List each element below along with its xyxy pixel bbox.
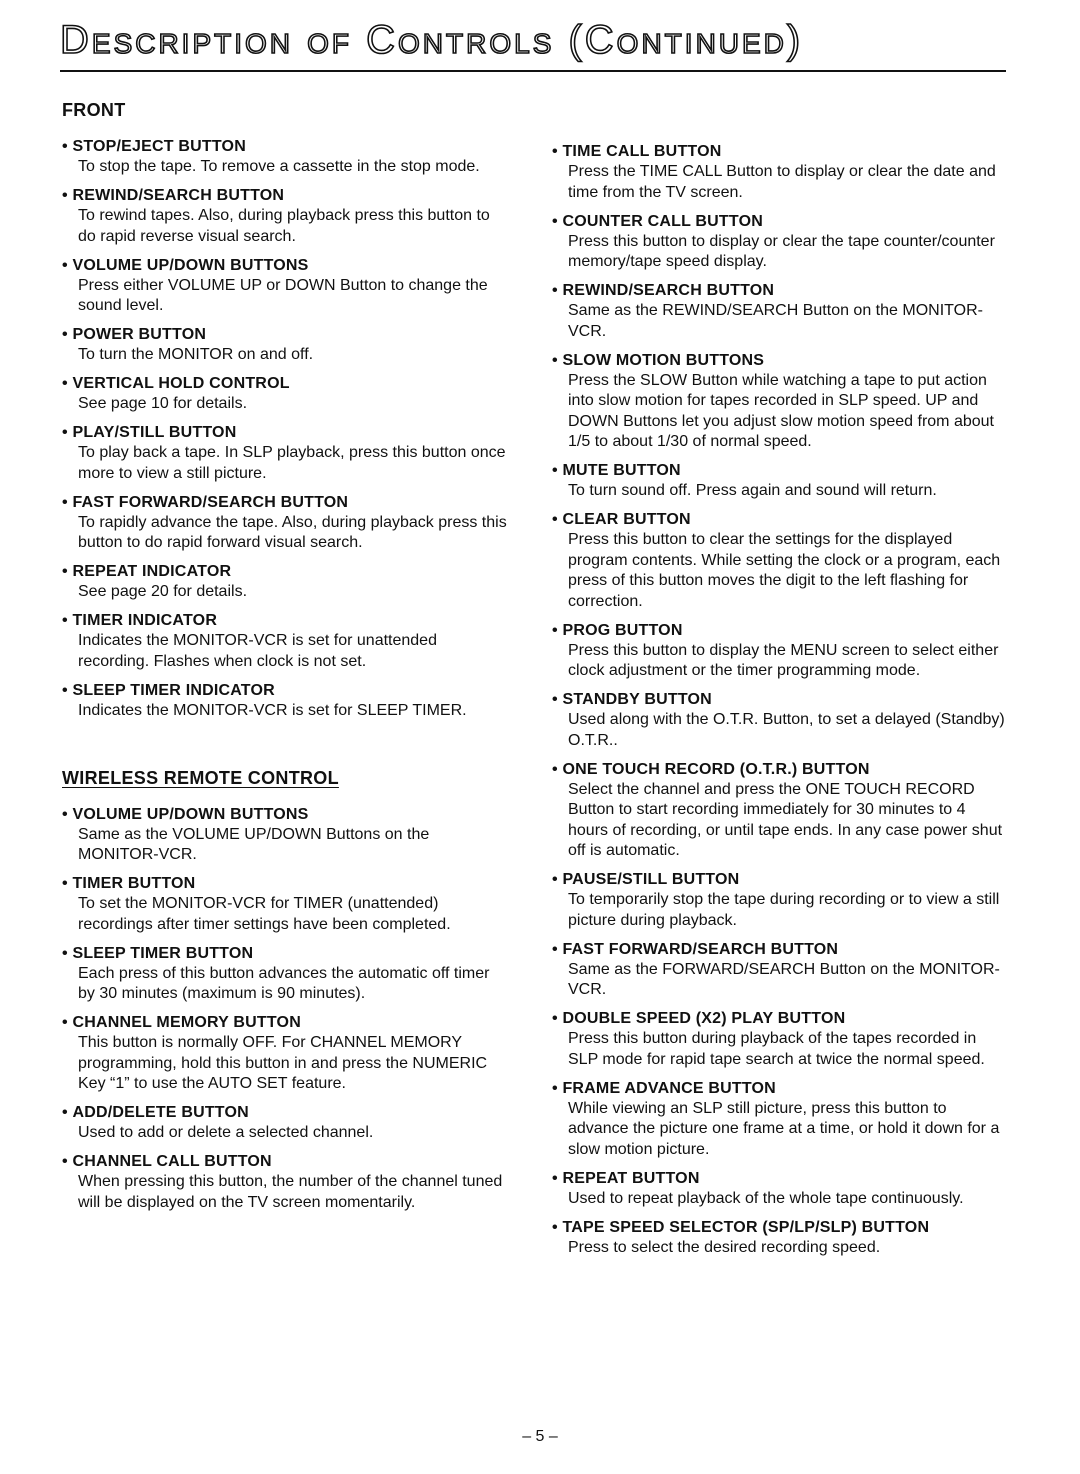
entry-remote-timer	[62, 874, 510, 935]
entry-title: • CHANNEL MEMORY BUTTON	[62, 1013, 510, 1033]
entry-body: Same as the VOLUME UP/DOWN Buttons on the MONITOR-VCR.	[78, 825, 430, 863]
entry-body: See page 20 for details.	[78, 583, 248, 600]
entry-title: • REPEAT BUTTON	[552, 1169, 1008, 1189]
entry-body: See page 10 for details.	[78, 395, 248, 412]
entry-title: • PROG BUTTON	[552, 621, 1008, 641]
entry-title: • DOUBLE SPEED (X2) PLAY BUTTON	[552, 1009, 1008, 1029]
entry-fast-forward-search	[62, 493, 510, 554]
entry-body: To stop the tape. To remove a cassette in the stop mode.	[78, 158, 480, 175]
entry-title: • FRAME ADVANCE BUTTON	[552, 1079, 1008, 1099]
entry-remote-fast-forward	[552, 940, 1008, 1001]
page-number: – 5 –	[522, 1428, 558, 1445]
entry-body: To set the MONITOR-VCR for TIMER (unattended) recordings after timer settings have been completed.	[78, 895, 451, 933]
entry-body: To turn the MONITOR on and off.	[78, 346, 314, 363]
entry-repeat-button	[552, 1169, 1008, 1210]
entry-body: Press this button to display or clear the tape counter/counter memory/tape speed display.	[568, 232, 995, 270]
entry-body: To rapidly advance the tape. Also, during playback press this button to do rapid forward visual search.	[78, 513, 507, 551]
entry-body: Used along with the O.T.R. Button, to set a delayed (Standby) O.T.R..	[568, 711, 1005, 749]
entry-title: • REWIND/SEARCH BUTTON	[552, 281, 1008, 301]
entry-rewind-search	[62, 186, 510, 247]
entry-title: • SLEEP TIMER INDICATOR	[62, 681, 510, 701]
entry-vertical-hold	[62, 374, 510, 415]
entry-body: Select the channel and press the ONE TOUCH RECORD Button to start recording immediately for 30 minutes to 4 hours of recording, or until tape ends. In any case power shut off is automatic.	[568, 780, 1003, 859]
entry-title: • CHANNEL CALL BUTTON	[62, 1152, 510, 1172]
left-column	[62, 100, 510, 1222]
entry-body: Each press of this button advances the automatic off timer by 30 minutes (maximum is 90 minutes).	[78, 964, 490, 1002]
entry-body: Press either VOLUME UP or DOWN Button to change the sound level.	[78, 276, 488, 314]
entry-body: Press this button to display the MENU screen to select either clock adjustment or the timer programming mode.	[568, 641, 999, 679]
entry-title: • VERTICAL HOLD CONTROL	[62, 374, 510, 394]
right-column	[552, 142, 1008, 1267]
entry-stop-eject	[62, 137, 510, 178]
entry-frame-advance	[552, 1079, 1008, 1161]
section-heading-wireless-remote: WIRELESS REMOTE CONTROL	[62, 767, 339, 788]
entry-mute	[552, 461, 1008, 502]
entry-body: Same as the FORWARD/SEARCH Button on the MONITOR-VCR.	[568, 960, 1000, 998]
entry-body: To temporarily stop the tape during recording or to view a still picture during playback.	[568, 891, 1000, 929]
entry-volume-up-down	[62, 256, 510, 317]
entry-title: • SLEEP TIMER BUTTON	[62, 944, 510, 964]
entry-title: • REPEAT INDICATOR	[62, 562, 510, 582]
entry-title: • FAST FORWARD/SEARCH BUTTON	[552, 940, 1008, 960]
entry-title: • ADD/DELETE BUTTON	[62, 1103, 510, 1123]
entry-timer-indicator	[62, 611, 510, 672]
entry-play-still	[62, 423, 510, 484]
entry-repeat-indicator	[62, 562, 510, 603]
entry-pause-still	[552, 870, 1008, 931]
entry-counter-call	[552, 212, 1008, 273]
entry-slow-motion	[552, 351, 1008, 453]
entry-one-touch-record	[552, 760, 1008, 862]
entry-title: • PLAY/STILL BUTTON	[62, 423, 510, 443]
entry-title: • ONE TOUCH RECORD (O.T.R.) BUTTON	[552, 760, 1008, 780]
entry-remote-volume	[62, 805, 510, 866]
entry-title: • VOLUME UP/DOWN BUTTONS	[62, 256, 510, 276]
entry-title: • PAUSE/STILL BUTTON	[552, 870, 1008, 890]
entry-clear	[552, 510, 1008, 612]
entry-title: • STOP/EJECT BUTTON	[62, 137, 510, 157]
entry-title: • MUTE BUTTON	[552, 461, 1008, 481]
entry-tape-speed-selector	[552, 1218, 1008, 1259]
entry-body: Press this button to clear the settings for the displayed program contents. While setting the clock or a program, each press of this button moves the digit to the left flashing for correction.	[568, 531, 1001, 610]
entry-body: Press the SLOW Button while watching a tape to put action into slow motion for tapes recorded in SLP speed. UP and DOWN Buttons let you adjust slow motion speed from about 1/5 to about 1/30 of normal speed.	[568, 371, 994, 450]
entry-body: To rewind tapes. Also, during playback press this button to do rapid reverse visual search.	[78, 207, 490, 245]
entry-body: This button is normally OFF. For CHANNEL MEMORY programming, hold this button in and press the NUMERIC Key “1” to use the AUTO SET feature.	[78, 1034, 488, 1092]
title-rule	[60, 70, 1006, 72]
entry-remote-add-delete	[62, 1103, 510, 1144]
entry-title: • TIME CALL BUTTON	[552, 142, 1008, 162]
entry-remote-rewind-search	[552, 281, 1008, 342]
entry-body: Press to select the desired recording speed.	[568, 1238, 881, 1256]
entry-title: • VOLUME UP/DOWN BUTTONS	[62, 805, 510, 825]
entry-double-speed	[552, 1009, 1008, 1070]
entry-body: Press this button during playback of the tapes recorded in SLP mode for rapid tape search at twice the normal speed.	[568, 1030, 985, 1068]
entry-title: • SLOW MOTION BUTTONS	[552, 351, 1008, 371]
entry-remote-channel-call	[62, 1152, 510, 1213]
section-gap	[62, 730, 510, 768]
entry-title: • TIMER BUTTON	[62, 874, 510, 894]
entry-body: Same as the REWIND/SEARCH Button on the MONITOR-VCR.	[568, 302, 983, 340]
entry-prog	[552, 621, 1008, 682]
entry-title: • CLEAR BUTTON	[552, 510, 1008, 530]
entry-body: Used to add or delete a selected channel.	[78, 1124, 374, 1141]
entry-time-call	[552, 142, 1008, 203]
entry-remote-channel-memory	[62, 1013, 510, 1095]
entry-body: Indicates the MONITOR-VCR is set for unattended recording. Flashes when clock is not set.	[78, 632, 437, 670]
entry-body: Press the TIME CALL Button to display or clear the date and time from the TV screen.	[568, 163, 996, 201]
entry-body: To turn sound off. Press again and sound will return.	[568, 482, 937, 499]
entry-title: • STANDBY BUTTON	[552, 690, 1008, 710]
entry-standby	[552, 690, 1008, 751]
entry-body: While viewing an SLP still picture, press this button to advance the picture one frame at a time, or hold it down for a slow motion picture.	[568, 1099, 1000, 1158]
entry-title: • POWER BUTTON	[62, 325, 510, 345]
entry-sleep-timer-indicator	[62, 681, 510, 722]
entry-power	[62, 325, 510, 366]
entry-title: • COUNTER CALL BUTTON	[552, 212, 1008, 232]
page-title: Description of Controls (Continued)	[60, 18, 804, 62]
entry-title: • TIMER INDICATOR	[62, 611, 510, 631]
entry-title: • TAPE SPEED SELECTOR (SP/LP/SLP) BUTTON	[552, 1218, 1008, 1238]
entry-remote-sleep-timer	[62, 944, 510, 1005]
entry-body: Used to repeat playback of the whole tape continuously.	[568, 1189, 964, 1207]
entry-body: To play back a tape. In SLP playback, press this button once more to view a still picture.	[78, 444, 506, 482]
section-heading-front: FRONT	[62, 100, 126, 120]
entry-title: • FAST FORWARD/SEARCH BUTTON	[62, 493, 510, 513]
entry-title: • REWIND/SEARCH BUTTON	[62, 186, 510, 206]
entry-body: When pressing this button, the number of the channel tuned will be displayed on the TV screen momentarily.	[78, 1173, 503, 1211]
entry-body: Indicates the MONITOR-VCR is set for SLEEP TIMER.	[78, 701, 467, 719]
